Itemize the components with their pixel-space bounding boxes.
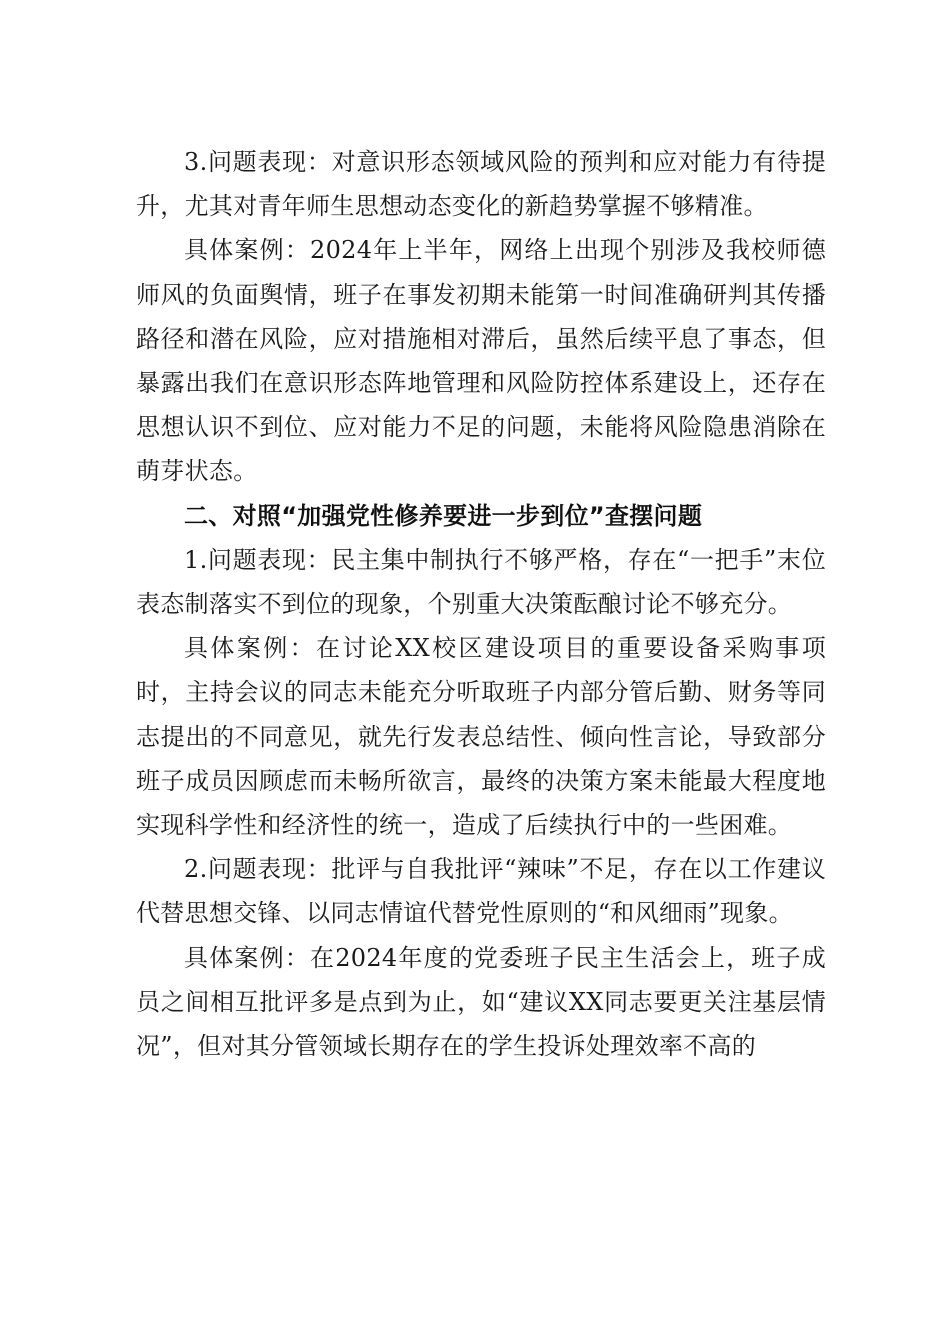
paragraph-case-3: 具体案例：2024年上半年，网络上出现个别涉及我校师德师风的负面舆情，班子在事发初期未能第一时间准确研判其传播路径和潜在风险，应对措施相对滞后，虽然后续平息了事态，但暴露出我们在意识形态阵地管理和风险防控体系建设上，还存在思想认识不到位、应对能力不足的问题，未能将风险隐患消除在萌芽状态。 [136,236,826,486]
paragraph-case-2: 具体案例：在2024年度的党委班子民主生活会上，班子成员之间相互批评多是点到为止，如“建议XX同志要更关注基层情况”，但对其分管领域长期存在的学生投诉处理效率不高的 [136,943,826,1061]
paragraph-problem-2: 2.问题表现：批评与自我批评“辣味”不足，存在以工作建议代替思想交锋、以同志情谊代替党性原则的“和风细雨”现象。 [136,855,826,928]
paragraph-problem-3: 3.问题表现：对意识形态领域风险的预判和应对能力有待提升，尤其对青年师生思想动态变化的新趋势掌握不够精准。 [136,148,826,221]
paragraph-problem-1: 1.问题表现：民主集中制执行不够严格，存在“一把手”末位表态制落实不到位的现象，个别重大决策酝酿讨论不够充分。 [136,545,826,619]
paragraph-case-1: 具体案例：在讨论XX校区建设项目的重要设备采购事项时，主持会议的同志未能充分听取班子内部分管后勤、财务等同志提出的不同意见，就先行发表总结性、倾向性言论，导致部分班子成员因顾虑而未畅所欲言，最终的决策方案未能最大程度地实现科学性和经济性的统一，造成了后续执行中的一些困难。 [136,634,826,840]
document-body [136,140,826,1068]
section-heading-2: 二、对照“加强党性修养要进一步到位”查摆问题 [184,501,703,530]
